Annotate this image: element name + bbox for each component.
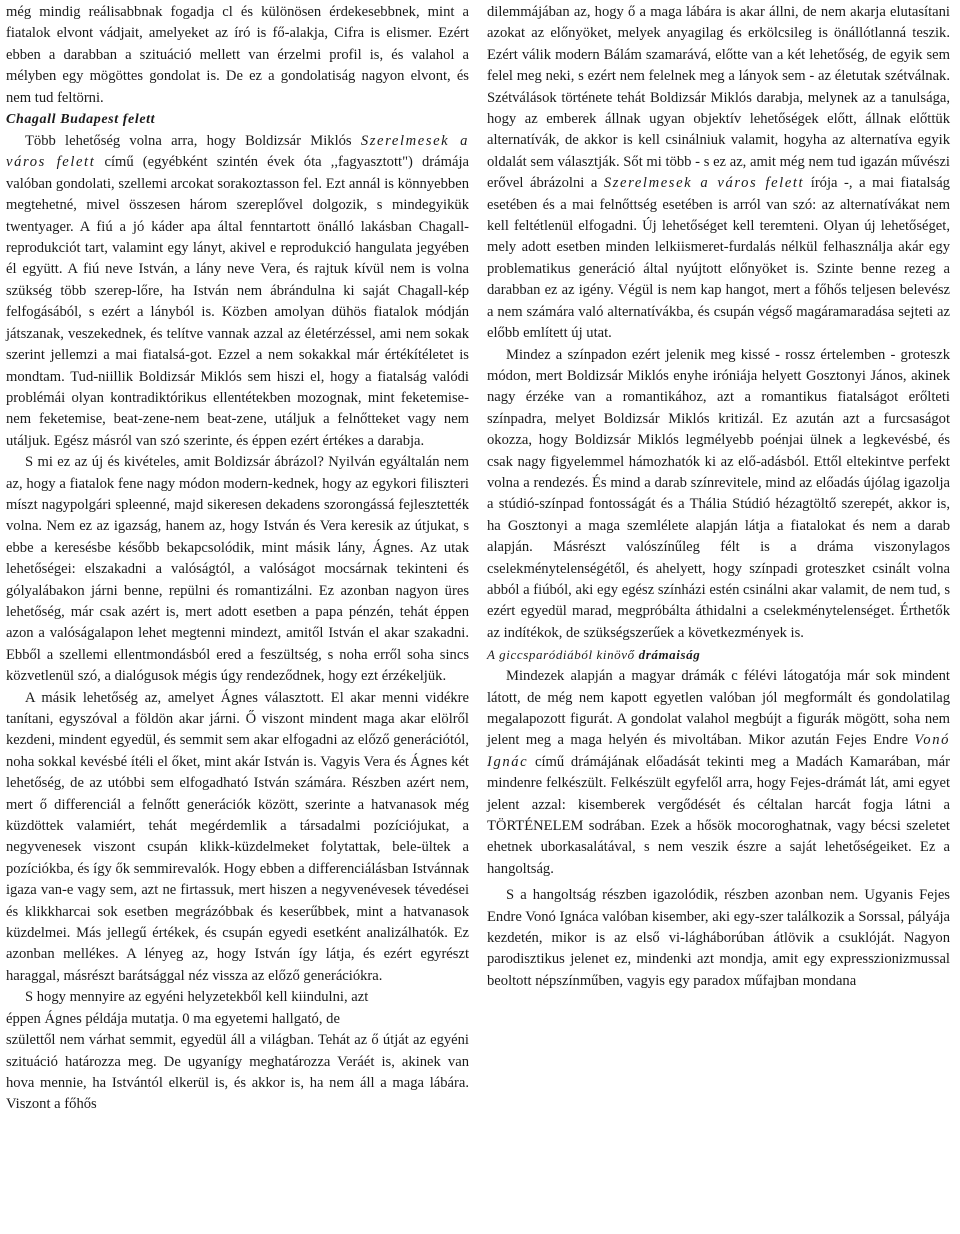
play-title: Vonó Ignác (487, 732, 950, 770)
paragraph-line: éppen Ágnes példája mutatja. 0 ma egyetemi hallgató, de (6, 1010, 340, 1027)
paragraph: születtől nem várhat semmit, egyedül áll a világban. Tehát az ő útját az egyéni szituáció határozza meg. De ugyanígy meghatározza Veráét is, akinek van hova mennie, ha Istvántól elkerül is, és akkor is, ha nem áll a maga lábára. Viszont a főhős (6, 1032, 469, 1113)
paragraph (487, 2, 950, 345)
paragraph: Mindez a színpadon ezért jelenik meg kissé - rossz értelemben - groteszk módon, mert Boldizsár Miklós enyhe iróniája helyett Gosztonyi János, akinek nagy érzéke van a romantikához, azt a romantikus fiatalságot erőlteti színpadra, melyet Boldizsár Miklós kritizál. Ez azután azt a furcsaságot okozza, hogy Boldizsár Miklós legmélyebb poénjai ülnek a legkevésbé, és csak nagy figyelemmel hámozhatók ki az elő-adásból. Ettől eltekintve perfekt volna a rendezés. És mind a darab színrevitele, mind az előadás újólag igazolja a stúdió-színpad fontosságát és a Thália Stúdió hézagtöltő szerepét, akkor is, ha Gosztonyi a maga szemlélete alapján látja a fiatalokat és nem a darab alapján. Másrészt valószínűleg félt is a dráma viszonylagos cselekménytelenségétől, és ahelyett, hogy színpadi groteszket csinált volna abból a fiúból, aki egy egész színházi estén csinálni akar valamit, de nem tud, s ezért egyedül marad, megpróbálta áthidalni a cselekménytelenséget. Érthetők az indítékok, de szükségszerűek a következmények is. (487, 346, 950, 641)
paragraph (487, 666, 950, 880)
paragraph: S a hangoltság részben igazolódik, részben azonban nem. Ugyanis Fejes Endre Vonó Ignáca valóban kisember, aki egy-szer találkozik a Sorssal, pályája kezdetén, mikor is az első vi-lágháborúban átlövik a csuklóját. Nagyon parodisztikus jelenet ez, mindenki azt mondja, amit egy expresszionizmussal beoltott népszínműben, vagyis egy paradox műfajban mondana (487, 887, 950, 989)
paragraph (6, 131, 469, 452)
section-heading-chagall: Chagall Budapest felett (6, 112, 156, 128)
intro-paragraph: még mindig reálisabbnak fogadja cl és különösen érdekesebbnek, mint a fiatalok elvont vádjait, amelyeket az író is fő-alakja, Cifra is elismer. Ezért ebben a darabban a szituáció mellett van érzelmi profil is, és valahol a mélyben egy mögöttes gondolat is. De ez a gondolatiság nagyon elvont, és nem tud feltörni. (6, 4, 469, 106)
text: című (egyébként szintén évek óta ,,fagyasztott") drámája valóban gondolati, szellemi arcokat sorakoztasson fel. Ezt annál is könnyebben megtehetné, mivel összesen három szereplővel dolgozik, s mindegyikük twentyager. A fiú a jó káder apa által fenntartott önálló lakásban Chagall-reprodukciót tart, valamint egy lányt, akivel e reprodukció hangulata jegyében él együtt. A fiú neve István, a lány neve Vera, és rajtuk kívül nem is volna szükség több szerep-lőre, ha István nem ábrándulna ki saját Chagall-kép felfogásából, s ezért a lányból is. Közben amolyan dühös fiatalok módján játszanak, veszekednek, és telítve vannak azzal az életérzéssel, ami nem sokak szerint jellemzi a mai fiatalsá-got. Ezzel a nem sokakkal már értékítéletet is mondtam. Tud-niillik Boldizsár Miklós sem hiszi el, hogy a fiatalság valódi problémái olyan kontradiktórikus ellentétekben mozognak, mint feketemise-nem feketemise, beat-zene-nem beat-zene, utáljuk a felnőtteket vagy nem utáljuk. Egész másról van szó szerinte, és éppen ezért értékes a darabja. (6, 154, 469, 449)
text: című drámájának előadását tekinti meg a Madách Kamarában, már mindenre felkészült. Felkészült egyfelől arra, hogy Fejes-drámát lát, ami egyet jelent azzal: kisemberek vergődését és céltalan harcát fogja látni a TÖRTÉNELEM sodrában. Ezek a hősök mocoroghatnak, vagy bécsi szeletet ehetnek uborkasalátával, s nem veszik észre a saját lehetőségeiket. Ez a hangoltság. (487, 753, 950, 877)
right-column (487, 2, 950, 1234)
section-heading-dramaisag (487, 644, 950, 666)
play-title: Szerelmesek a város felett (6, 133, 469, 171)
paragraph-line: S hogy mennyire az egyéni helyzetekből kell kiindulni, azt (25, 989, 369, 1006)
paragraph: A másik lehetőség az, amelyet Ágnes választott. El akar menni vidékre tanítani, egyszóval a földön akar járni. Ő viszont mindent maga akar elölről kezdeni, mindent egyedül, és semmit sem akar elfogadni az előző generációtól, noha sokkal kevésbé ítéli el őket, mint akár István is. Vagyis Vera és Ágnes két lehetőség, de az utóbbi sem elfogadható István számára. Részben azért nem, mert ő differenciál a felnőtt generációk között, szerinte a hatvanasok még küzdöttek valamiért, tehát megérdemlik a társadalmi pozíciójukat, a negyvenesek viszont csupán klikk-küzdelmeket folytattak, bele-ültek a pozíciókba, és így ők semmirevalók. Hogy ebben a differenciálásban Istvánnak igaza van-e vagy sem, azt ne firtassuk, mert hiszen a negyvenévesek tévedései és klikkharcai sok esetben megrázóbbak és keserűbbek, mint a hatvanasok küzdelmei. Más jellegű értékek, és csupán egyedi esetként analizálhatók. Ez azonban mellékes. A lényeg az, hogy István így látja, és ezért egyrészt haraggal, másrészt barátsággal néz vissza az előző generációkra. (6, 689, 469, 984)
play-title: Szerelmesek a város felett (603, 175, 805, 192)
heading-text: A giccsparódiából kinövő (487, 647, 639, 663)
text: írója -, a mai fiatalság esetében és a mai felnőttség esetében is arról van szó: az alternatívákat nem kell feltétlenül elfogadni. Új lehetőséget kell teremteni. Olyan új lehetőséget, mely adott esetben minden lelkiismeret-furdalás nélkül felhasználja akár egy problematikus generáció által nyújtott előnyöket is. Szinte benne rezeg a darabban ez az igény. Végül is nem kap hangot, mert a főhős teljesen belevész a nem számára való alternatívákba, és csupán végső magáramaradása sejteti az előbb említett új utat. (487, 175, 950, 342)
left-column (6, 2, 469, 1234)
heading-bold-text: drámaiság (638, 647, 701, 663)
text: dilemmájában az, hogy ő a maga lábára is akar állni, de nem akarja elutasítani azokat az előnyöket, melyek anyagilag és erkölcsileg is önállótlanná teszik. Ezért válik modern Bálám szamarává, előtte van a két lehetőség, de egyik sem felel meg neki, s ezért nem felelnek meg a lányok sem - az életutak szétválnak. Szétválások története tehát Boldizsár Miklós darabja, melynek az a tanulsága, hogy az emberek állnak ugyan objektív lehetőségek előtt, állnak előttük alternatívák, de akkor is kell csinálniuk valamit, hogyha az alternatíva egyik oldalát sem választják. Sőt mi több - s ez az, amit még nem tud igazán művészi erővel ábrázolni a (487, 4, 950, 192)
paragraph: S mi ez az új és kivételes, amit Boldizsár ábrázol? Nyilván egyáltalán nem az, hogy a fiatalok fene nagy módon modern-kednek, hogy az egykori filiszteri míszt nagypolgári spleenné, majd sikeresen dekadens szorongássá fejlesztették volna. Nem ez az igazság, hanem az, hogy István és Vera keresik az útjukat, s ebbe a keresésbe később bekapcsolódik, mint másik lány, Ágnes. Az utak lehetőségei: elszakadni a valóságtól, a valóságot mocsárnak tekinteni és gólyalábakon járni benne, repülni és romantizálni. Ez azonban nagyon üres lehetőség, már csak azért is, mert adott esetben a papa pénzén, tehát éppen azon a valóságalapon lehet megtenni mindezt, amitől István el akar szakadni. Ebből a szellemi ellentmondásból ered a feszültség, s noha erről soha sincs közvetlenül szó, a dialógusok mégis úgy rendeződnek, hogy ezt érzékeljük. (6, 454, 469, 685)
text: Több lehetőség volna arra, hogy Boldizsár Miklós (25, 133, 361, 150)
text: Mindezek alapján a magyar drámák c félévi látogatója már sok mindent látott, de még nem kapott egyetlen valóban jól megformált és gondolatilag megalapozott figurát. A gondolat valahol megbújt a figurák mögött, soha nem jelent meg a maga helyén és mivoltában. Mikor azután Fejes Endre (487, 668, 950, 749)
